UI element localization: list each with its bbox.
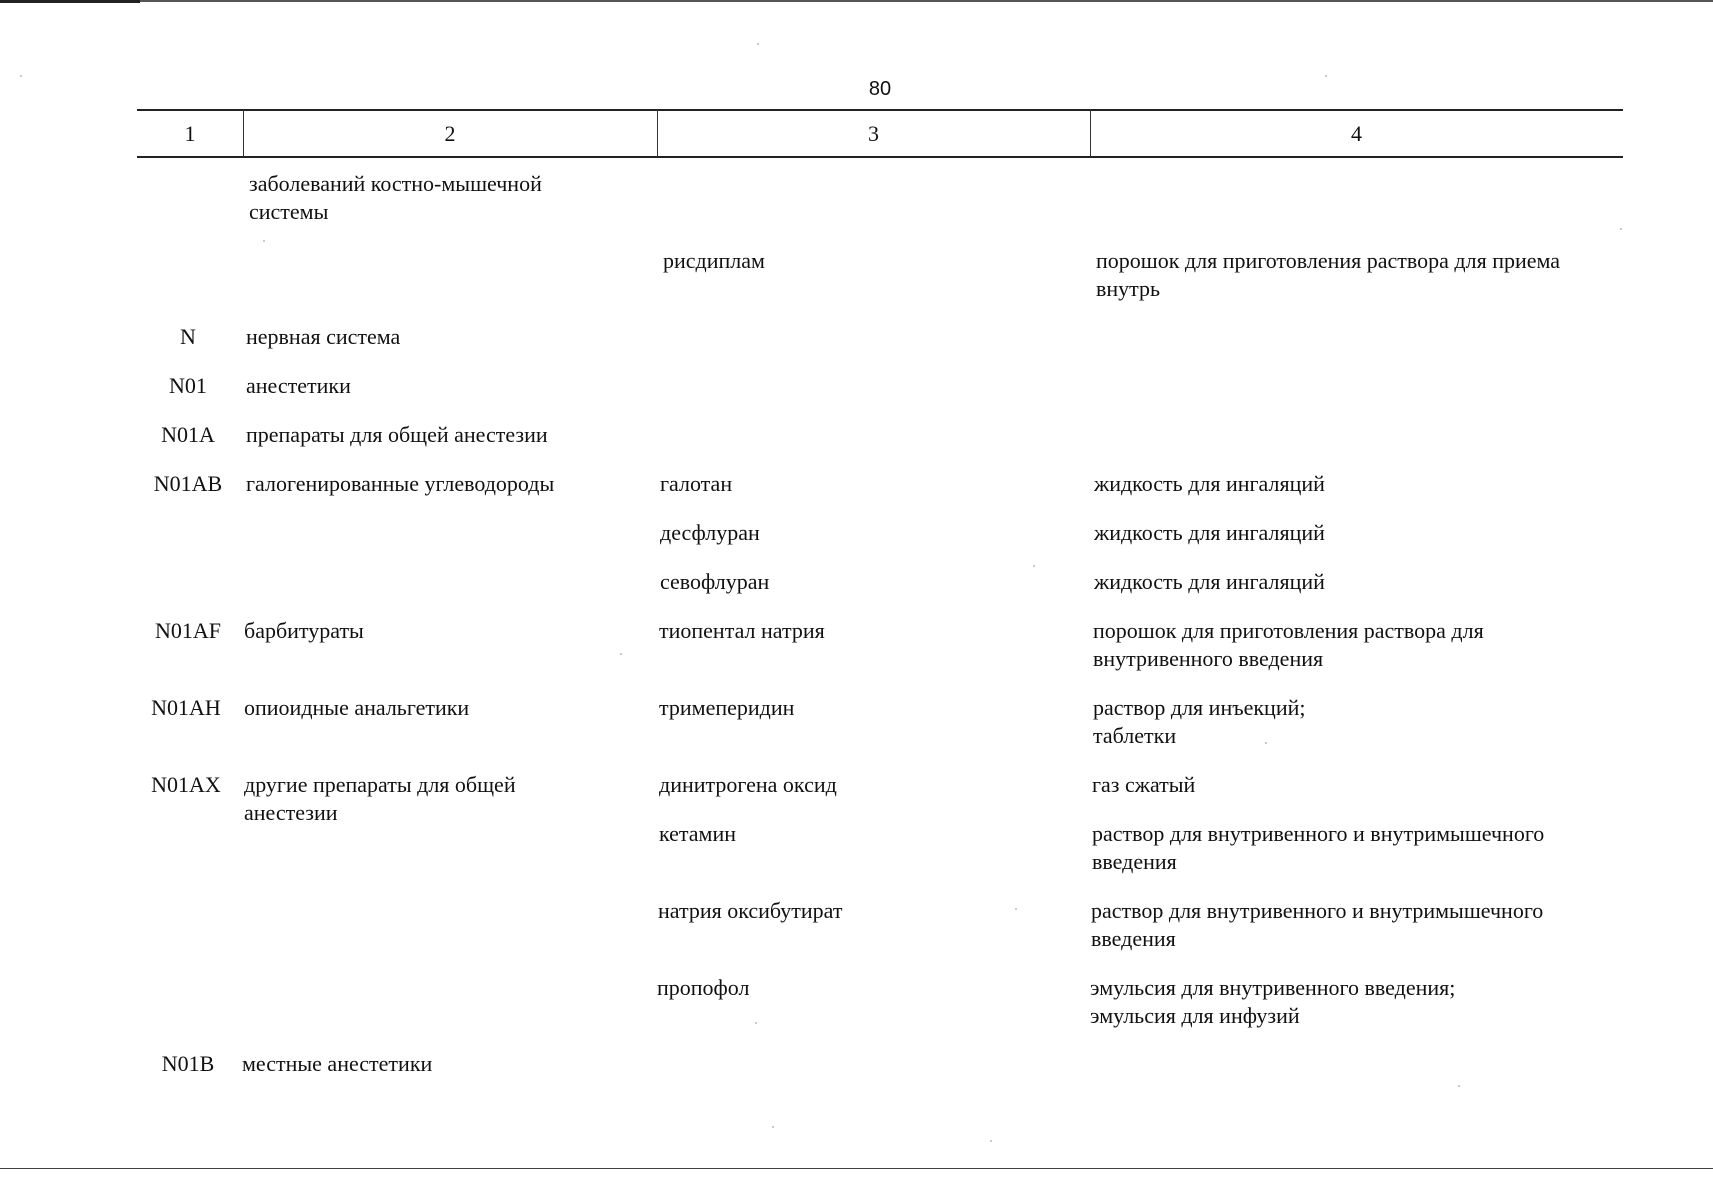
anatomical-group-line: барбитураты xyxy=(244,618,364,643)
dosage-form-line: таблетки xyxy=(1093,723,1177,748)
scan-speck xyxy=(1265,742,1267,744)
drug-name-line: севофлуран xyxy=(660,569,770,594)
dosage-form xyxy=(1096,247,1636,303)
dosage-form xyxy=(1094,519,1634,547)
drug-name-line: натрия оксибутират xyxy=(658,898,843,923)
anatomical-group-line: нервная система xyxy=(246,324,401,349)
dosage-form xyxy=(1090,974,1630,1030)
anatomical-group-line: заболеваний костно-мышечной xyxy=(249,171,542,196)
dosage-form-line: газ сжатый xyxy=(1092,772,1196,797)
dosage-form xyxy=(1091,897,1631,953)
atc-code: N01AF xyxy=(154,618,221,643)
scan-speck xyxy=(1458,1085,1460,1087)
anatomical-group xyxy=(244,617,624,645)
drug-name xyxy=(659,694,1059,722)
dosage-form-line: жидкость для ингаляций xyxy=(1094,520,1325,545)
dosage-form-line: жидкость для ингаляций xyxy=(1094,471,1325,496)
anatomical-group-line: препараты для общей анестезии xyxy=(246,422,548,447)
table-header-bottom-rule xyxy=(137,156,1623,158)
drug-name xyxy=(659,617,1059,645)
drug-name-line: кетамин xyxy=(659,821,737,846)
dosage-form-line: эмульсия для инфузий xyxy=(1090,1003,1300,1028)
dosage-form-line: раствор для внутривенного и внутримышечного xyxy=(1092,821,1545,846)
atc-code: N01B xyxy=(161,1051,215,1076)
anatomical-group xyxy=(244,771,624,827)
dosage-form-line: порошок для приготовления раствора для xyxy=(1093,618,1484,643)
table-header-top-rule xyxy=(137,109,1623,111)
drug-name xyxy=(659,771,1059,799)
dosage-form-line: эмульсия для внутривенного введения; xyxy=(1090,975,1456,1000)
dosage-form xyxy=(1093,694,1633,750)
dosage-form xyxy=(1093,617,1633,673)
anatomical-group-line: системы xyxy=(249,199,329,224)
scan-speck xyxy=(755,1022,757,1024)
anatomical-group xyxy=(246,421,626,449)
drug-name-line: тиопентал натрия xyxy=(659,618,825,643)
dosage-form-line: введения xyxy=(1091,926,1176,951)
drug-name xyxy=(657,974,1057,1002)
anatomical-group-line: анестетики xyxy=(246,373,351,398)
scan-speck xyxy=(1015,908,1017,910)
atc-code: N xyxy=(180,324,196,349)
drug-name xyxy=(660,519,1060,547)
drug-name-line: рисдиплам xyxy=(663,248,765,273)
page-number: 80 xyxy=(868,78,892,100)
drug-name xyxy=(663,247,1063,275)
anatomical-group-line: местные анестетики xyxy=(242,1051,433,1076)
page-edge-top xyxy=(0,0,1713,2)
drug-name-line: динитрогена оксид xyxy=(659,772,837,797)
anatomical-group-line: анестезии xyxy=(244,800,338,825)
dosage-form-line: раствор для инъекций; xyxy=(1093,695,1306,720)
dosage-form xyxy=(1094,470,1634,498)
drug-name-line: пропофол xyxy=(657,975,750,1000)
atc-code: N01AH xyxy=(151,695,221,720)
dosage-form-line: раствор для внутривенного и внутримышечного xyxy=(1091,898,1544,923)
header-col-4: 4 xyxy=(1351,121,1362,146)
anatomical-group-line: другие препараты для общей xyxy=(244,772,516,797)
dosage-form xyxy=(1094,568,1634,596)
atc-code: N01A xyxy=(161,422,215,447)
scan-speck xyxy=(772,1126,774,1128)
dosage-form xyxy=(1092,771,1632,799)
drug-name xyxy=(658,897,1058,925)
page-edge-corner xyxy=(0,0,140,3)
scan-speck xyxy=(990,1140,992,1142)
anatomical-group xyxy=(244,694,624,722)
drug-name xyxy=(660,568,1060,596)
atc-code: N01 xyxy=(169,373,207,398)
dosage-form xyxy=(1092,820,1632,876)
header-col-2: 2 xyxy=(444,121,456,146)
scan-speck xyxy=(620,653,622,655)
dosage-form-line: внутрь xyxy=(1096,276,1161,301)
dosage-form-line: внутривенного введения xyxy=(1093,646,1324,671)
scan-speck xyxy=(1033,565,1035,567)
anatomical-group-line: опиоидные анальгетики xyxy=(244,695,470,720)
scan-speck xyxy=(1325,75,1327,77)
scan-speck xyxy=(263,240,265,242)
drug-name xyxy=(659,820,1059,848)
header-col-1: 1 xyxy=(184,121,196,146)
atc-code: N01AX xyxy=(151,772,221,797)
dosage-form-line: жидкость для ингаляций xyxy=(1094,569,1325,594)
scan-speck xyxy=(1620,228,1622,230)
scan-speck xyxy=(20,75,22,77)
dosage-form-line: порошок для приготовления раствора для приема xyxy=(1096,248,1561,273)
drug-name-line: галотан xyxy=(660,471,733,496)
dosage-form-line: введения xyxy=(1092,849,1177,874)
drug-name-line: тримеперидин xyxy=(659,695,795,720)
header-col-3: 3 xyxy=(868,121,879,146)
anatomical-group xyxy=(246,323,626,351)
drug-name-line: десфлуран xyxy=(660,520,760,545)
anatomical-group xyxy=(249,170,629,226)
anatomical-group xyxy=(246,372,626,400)
page-edge-bottom xyxy=(0,1168,1713,1169)
anatomical-group-line: галогенированные углеводороды xyxy=(246,471,555,496)
drug-name xyxy=(660,470,1060,498)
atc-code: N01AB xyxy=(153,471,223,496)
scan-speck xyxy=(757,43,759,45)
anatomical-group xyxy=(242,1050,622,1078)
anatomical-group xyxy=(246,470,626,498)
